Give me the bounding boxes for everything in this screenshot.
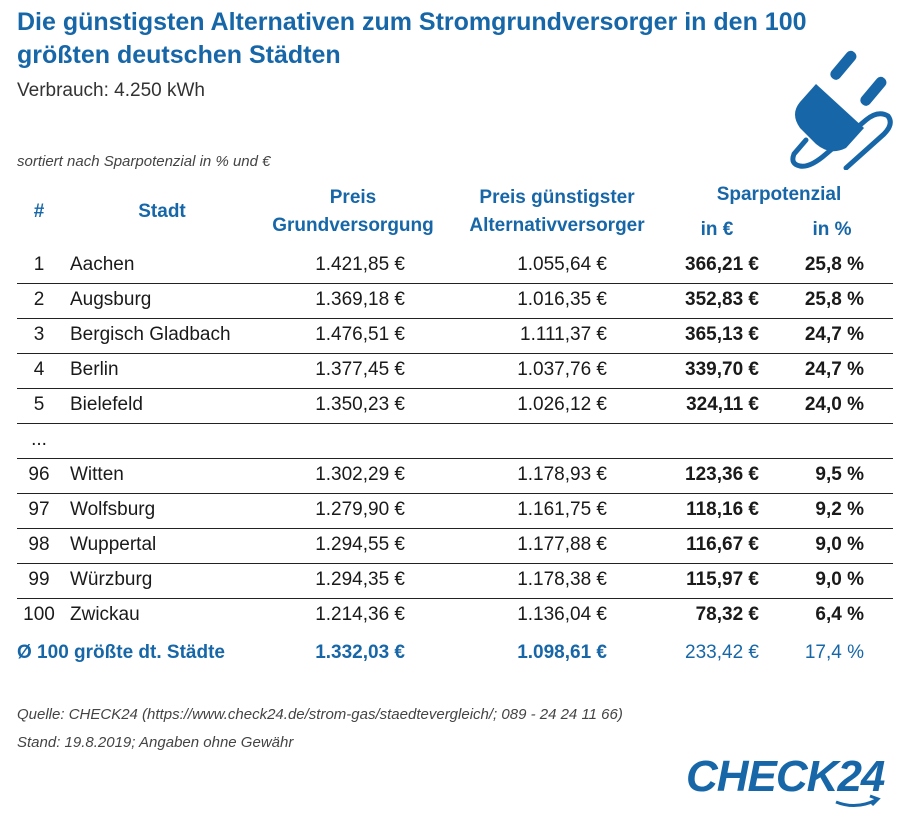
- sort-note: sortiert nach Sparpotenzial in % und €: [17, 153, 271, 170]
- row-number: 100: [23, 604, 55, 625]
- power-plug-icon: [786, 44, 898, 170]
- row-savings-pct: 24,0 %: [804, 394, 864, 415]
- table-row: [17, 458, 893, 494]
- row-number: 96: [28, 464, 50, 485]
- logo-swoosh-icon: [686, 752, 896, 810]
- table-row: [17, 248, 893, 284]
- row-price-alt: 1.178,93 €: [517, 464, 607, 485]
- row-price-basic: 1.476,51 €: [315, 324, 405, 345]
- header-city: Stadt: [138, 201, 186, 222]
- row-number: 1: [33, 254, 45, 275]
- row-number: 3: [33, 324, 45, 345]
- row-city: Zwickau: [70, 604, 140, 625]
- row-number: 98: [28, 534, 50, 555]
- row-price-basic: 1.294,55 €: [315, 534, 405, 555]
- row-city: Aachen: [70, 254, 135, 275]
- row-price-basic: 1.279,90 €: [315, 499, 405, 520]
- row-price-alt: 1.177,88 €: [517, 534, 607, 555]
- logo-text: CHECK24: [686, 752, 885, 801]
- source-note: Quelle: CHECK24 (https://www.check24.de/strom-gas/staedtevergleich/; 089 - 24 24 11 66): [17, 706, 623, 723]
- row-savings-eur: 123,36 €: [685, 464, 759, 485]
- table-row: [17, 388, 893, 424]
- table-row: [17, 563, 893, 599]
- row-price-alt: 1.055,64 €: [517, 254, 607, 275]
- row-price-basic: 1.421,85 €: [315, 254, 405, 275]
- row-price-basic: 1.369,18 €: [315, 289, 405, 310]
- table-row: [17, 423, 893, 459]
- row-price-basic: 1.302,29 €: [315, 464, 405, 485]
- consumption-subtitle: Verbrauch: 4.250 kWh: [17, 80, 205, 101]
- header-price-alt-1: Preis günstigster: [479, 187, 635, 208]
- row-savings-eur: 324,11 €: [686, 394, 759, 415]
- table-row: [17, 353, 893, 389]
- table-row: [17, 318, 893, 354]
- row-number: 99: [28, 569, 50, 590]
- row-price-alt: 1.037,76 €: [517, 359, 607, 380]
- row-savings-eur: 365,13 €: [685, 324, 759, 345]
- row-city: Wuppertal: [70, 534, 157, 555]
- row-savings-pct: 9,0 %: [815, 534, 864, 555]
- row-price-alt: 1.136,04 €: [517, 604, 607, 625]
- row-price-alt: 1.026,12 €: [517, 394, 607, 415]
- row-city: Witten: [70, 464, 124, 485]
- row-savings-pct: 25,8 %: [804, 254, 864, 275]
- row-price-alt: 1.161,75 €: [517, 499, 607, 520]
- row-savings-eur: 339,70 €: [685, 359, 759, 380]
- table-row: [17, 493, 893, 529]
- row-price-basic: 1.214,36 €: [315, 604, 405, 625]
- header-savings: Sparpotenzial: [716, 184, 842, 205]
- header-savings-pct: in %: [812, 219, 852, 240]
- row-city: Augsburg: [70, 289, 152, 310]
- row-number: 5: [33, 394, 45, 415]
- row-price-basic: 1.377,45 €: [315, 359, 405, 380]
- row-price-basic: 1.294,35 €: [315, 569, 405, 590]
- row-number: 4: [33, 359, 45, 380]
- row-savings-eur: 366,21 €: [685, 254, 759, 275]
- row-savings-eur: 78,32 €: [695, 604, 759, 625]
- header-price-basic-1: Preis: [329, 187, 377, 208]
- average-savings-eur: 233,42 €: [685, 642, 759, 663]
- average-row: [17, 636, 893, 671]
- average-price-basic: 1.332,03 €: [315, 642, 405, 663]
- row-savings-eur: 352,83 €: [685, 289, 759, 310]
- row-city: Bielefeld: [70, 394, 143, 415]
- header-price-alt-2: Alternativversorger: [469, 215, 645, 236]
- row-price-basic: 1.350,23 €: [315, 394, 405, 415]
- header-num: #: [33, 201, 45, 222]
- row-savings-eur: 116,67 €: [686, 534, 759, 555]
- row-price-alt: 1.016,35 €: [517, 289, 607, 310]
- average-savings-pct: 17,4 %: [804, 642, 864, 663]
- row-city: Wolfsburg: [70, 499, 156, 520]
- page-title: Die günstigsten Alternativen zum Stromgrundversorger in den 100 größten deutschen Städten: [17, 8, 807, 69]
- row-savings-eur: 118,16 €: [686, 499, 759, 520]
- row-city: Berlin: [70, 359, 119, 380]
- row-number: ...: [31, 429, 47, 450]
- date-note: Stand: 19.8.2019; Angaben ohne Gewähr: [17, 734, 294, 751]
- header-price-basic-2: Grundversorgung: [272, 215, 434, 236]
- table-row: [17, 283, 893, 319]
- row-savings-pct: 25,8 %: [804, 289, 864, 310]
- row-number: 97: [28, 499, 50, 520]
- row-savings-pct: 24,7 %: [804, 359, 864, 380]
- row-savings-pct: 6,4 %: [815, 604, 864, 625]
- row-savings-pct: 9,5 %: [815, 464, 864, 485]
- row-savings-pct: 9,0 %: [815, 569, 864, 590]
- row-savings-pct: 24,7 %: [804, 324, 864, 345]
- row-city: Bergisch Gladbach: [70, 324, 231, 345]
- table-row: [17, 528, 893, 564]
- header-savings-eur: in €: [700, 219, 734, 240]
- row-price-alt: 1.178,38 €: [517, 569, 607, 590]
- average-label: Ø 100 größte dt. Städte: [17, 642, 225, 663]
- row-city: Würzburg: [70, 569, 153, 590]
- row-price-alt: 1.111,37 €: [520, 324, 607, 345]
- row-savings-eur: 115,97 €: [686, 569, 759, 590]
- table-row: [17, 598, 893, 633]
- row-savings-pct: 9,2 %: [815, 499, 864, 520]
- check24-logo: [686, 752, 896, 810]
- row-number: 2: [33, 289, 45, 310]
- average-price-alt: 1.098,61 €: [517, 642, 607, 663]
